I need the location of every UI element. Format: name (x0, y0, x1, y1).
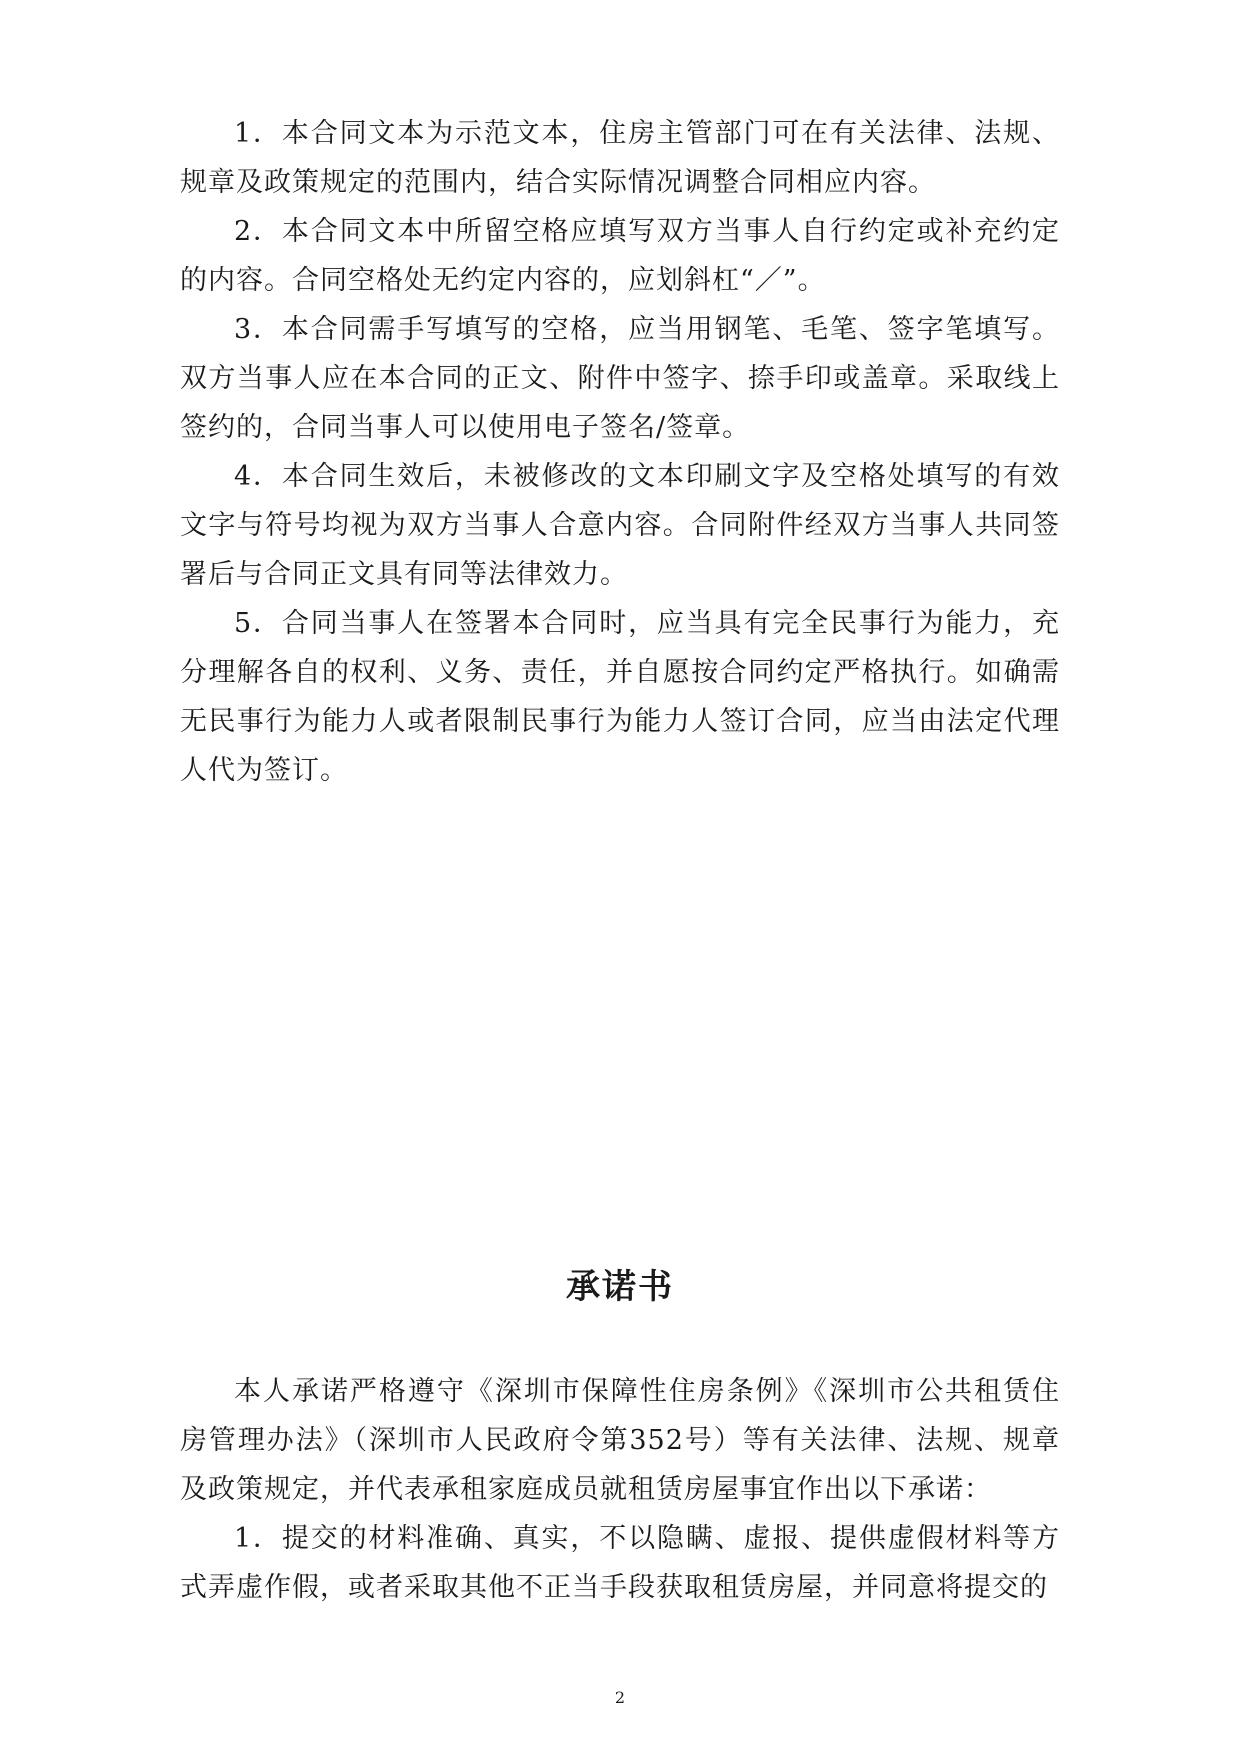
commitment-body (180, 1367, 1060, 1612)
note-paragraph-3: 3．本合同需手写填写的空格，应当用钢笔、毛笔、签字笔填写。双方当事人应在本合同的正文、附件中签字、捺手印或盖章。采取线上签约的，合同当事人可以使用电子签名/签章。 (180, 314, 1060, 443)
contract-notes (180, 109, 1060, 795)
note-paragraph-2: 2．本合同文本中所留空格应填写双方当事人自行约定或补充约定的内容。合同空格处无约定内容的，应划斜杠“／”。 (180, 216, 1060, 296)
note-paragraph-5: 5．合同当事人在签署本合同时，应当具有完全民事行为能力，充分理解各自的权利、义务、责任，并自愿按合同约定严格执行。如确需无民事行为能力人或者限制民事行为能力人签订合同，应当由法定代理人代为签订。 (180, 608, 1060, 786)
note-paragraph-4: 4．本合同生效后，未被修改的文本印刷文字及空格处填写的有效文字与符号均视为双方当事人合意内容。合同附件经双方当事人共同签署后与合同正文具有同等法律效力。 (180, 461, 1060, 590)
page-number: 2 (614, 1688, 626, 1707)
commitment-item-1: 1．提交的材料准确、真实，不以隐瞒、虚报、提供虚假材料等方式弄虚作假，或者采取其他不正当手段获取租赁房屋，并同意将提交的 (180, 1523, 1060, 1603)
note-paragraph-1: 1．本合同文本为示范文本，住房主管部门可在有关法律、法规、规章及政策规定的范围内，结合实际情况调整合同相应内容。 (180, 118, 1060, 198)
commitment-title: 承诺书 (566, 1267, 674, 1307)
commitment-intro: 本人承诺严格遵守《深圳市保障性住房条例》《深圳市公共租赁住房管理办法》（深圳市人民政府令第352号）等有关法律、法规、规章及政策规定，并代表承租家庭成员就租赁房屋事宜作出以下承诺： (180, 1376, 1060, 1505)
